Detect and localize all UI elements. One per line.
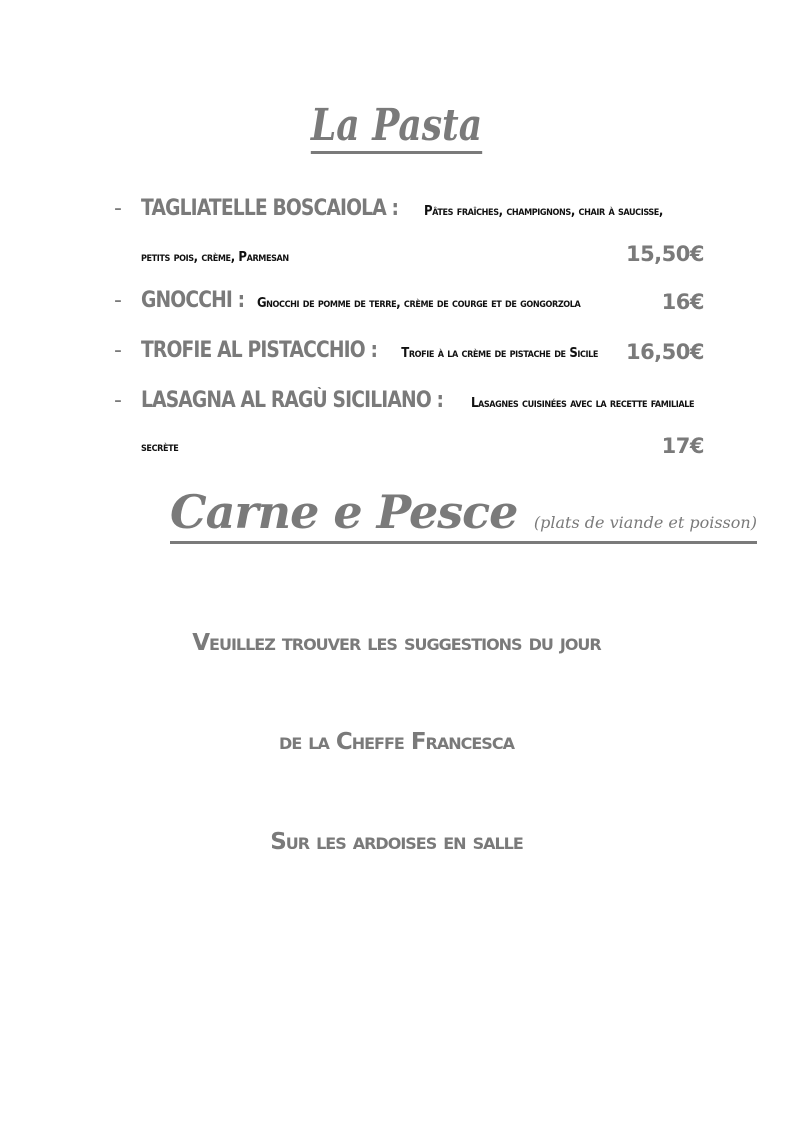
dish-price: 16,50€ — [625, 340, 704, 364]
dish-bullet: - — [114, 288, 122, 313]
dish-description: Lasagnes cuisinées avec la recette familiale — [470, 396, 695, 411]
dish-name: LASAGNA AL RAGÙ SICILIANO : — [141, 388, 444, 413]
dish-description: petits pois, crème, Parmesan — [141, 250, 289, 265]
dish-line — [141, 388, 694, 413]
dish-price: 16€ — [661, 290, 704, 314]
dish-bullet: - — [114, 388, 122, 413]
dish-price: 15,50€ — [625, 242, 704, 266]
dish-bullet: - — [114, 338, 122, 363]
dish-item — [114, 338, 704, 370]
dish-bullet: - — [114, 196, 122, 221]
dish-item — [114, 388, 704, 468]
dish-price: 17€ — [661, 434, 704, 458]
dish-description: Trofie à la crème de pistache de Sicile — [401, 346, 599, 361]
section-title-main: Carne e Pesce — [170, 485, 518, 539]
dish-item — [114, 196, 704, 276]
dish-line — [141, 248, 289, 266]
dish-item — [114, 288, 704, 320]
dish-line — [141, 438, 178, 456]
dish-line — [141, 196, 663, 221]
dish-description: Gnocchi de pomme de terre, crème de courge et de gongorzola — [256, 296, 581, 311]
suggestion-note: Sur les ardoises en salle — [270, 829, 523, 855]
page-title-text: La Pasta — [311, 100, 482, 154]
section-title-subtitle: (plats de viande et poisson) — [533, 513, 757, 532]
dish-name: TROFIE AL PISTACCHIO : — [141, 338, 378, 363]
dish-name: GNOCCHI : — [141, 288, 245, 313]
section-title-carne-e-pesce — [170, 485, 757, 544]
dish-line — [141, 288, 580, 313]
dish-line — [141, 338, 598, 363]
dish-name: TAGLIATELLE BOSCAIOLA : — [141, 196, 399, 221]
page-title — [71, 100, 721, 151]
dish-description: secrète — [141, 440, 179, 455]
suggestion-note: de la Cheffe Francesca — [279, 729, 514, 755]
dish-description: Pâtes fraîches, champignons, chair à saucisse, — [424, 204, 663, 219]
suggestion-note: Veuillez trouver les suggestions du jour — [192, 630, 601, 656]
